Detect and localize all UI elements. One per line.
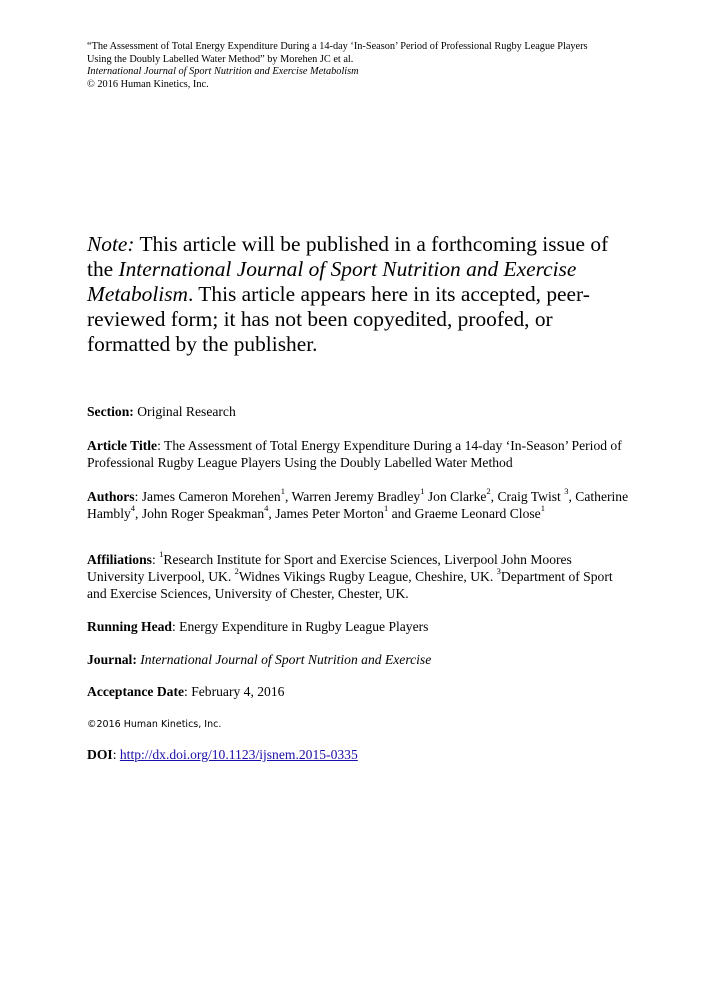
affiliations-label: Affiliations xyxy=(87,552,152,567)
author-3: Jon Clarke xyxy=(424,489,487,504)
article-title-field xyxy=(87,437,632,471)
doi-colon: : xyxy=(112,747,120,762)
citation-journal: International Journal of Sport Nutrition and Exercise Metabolism xyxy=(87,66,359,77)
author-1: : James Cameron Morehen xyxy=(134,489,281,504)
affiliations-field xyxy=(87,551,632,602)
affiliation-2: Widnes Vikings Rugby League, Cheshire, UK. xyxy=(238,569,497,584)
authors-field xyxy=(87,488,632,522)
author-6-sup: 4 xyxy=(264,503,269,514)
affiliation-3: Department of Sport and Exercise Sciences, University of Chester, Chester, UK. xyxy=(87,569,613,601)
author-2: , Warren Jeremy Bradley xyxy=(284,489,421,504)
section-label: Section: xyxy=(87,404,134,419)
author-3-sup: 2 xyxy=(486,486,491,497)
author-5: , Catherine Hambly xyxy=(87,489,629,521)
running-citation-header xyxy=(87,41,657,91)
doi-label: DOI xyxy=(87,747,113,762)
author-4: , Craig Twist xyxy=(490,489,565,504)
publication-note xyxy=(87,232,632,357)
note-journal: International Journal of Sport Nutrition and Exercise Metabolism xyxy=(87,257,577,306)
doi-field xyxy=(87,746,632,763)
section-value: Original Research xyxy=(133,404,236,419)
journal-label: Journal: xyxy=(87,652,137,667)
author-8-sup: 1 xyxy=(540,503,545,514)
doi-link[interactable]: http://dx.doi.org/10.1123/ijsnem.2015-0335 xyxy=(119,747,358,762)
author-6: , John Roger Speakman xyxy=(135,506,265,521)
acceptance-date-value: : February 4, 2016 xyxy=(184,684,285,699)
author-7: , James Peter Morton xyxy=(268,506,384,521)
affiliations-colon: : xyxy=(151,552,160,567)
affiliation-2-sup: 2 xyxy=(234,566,239,577)
running-head-value: : Energy Expenditure in Rugby League Players xyxy=(172,619,429,634)
authors-label: Authors xyxy=(87,489,135,504)
note-text-b: . This article appears here in its accepted, peer-reviewed form; it has not been copyedited, proofed, or formatted by the publisher. xyxy=(87,282,590,356)
note-text-a: This article will be published in a forthcoming issue of the xyxy=(87,232,609,281)
running-head-label: Running Head xyxy=(87,619,172,634)
author-4-sup: 3 xyxy=(564,486,569,497)
journal-field xyxy=(87,651,632,668)
article-title-value: : The Assessment of Total Energy Expenditure During a 14-day ‘In-Season’ Period of Professional Rugby League Players Using the Doubly Labelled Water Method xyxy=(87,438,622,470)
citation-line-1: “The Assessment of Total Energy Expenditure During a 14-day ‘In-Season’ Period of Professional Rugby League Players xyxy=(87,41,588,52)
author-7-sup: 1 xyxy=(383,503,389,514)
affiliation-1: Research Institute for Sport and Exercise Sciences, Liverpool John Moores University Liverpool, UK. xyxy=(87,552,572,584)
section-field xyxy=(87,403,632,420)
citation-copyright: © 2016 Human Kinetics, Inc. xyxy=(87,78,209,90)
citation-line-2: Using the Doubly Labelled Water Method” by Morehen JC et al. xyxy=(87,53,354,65)
acceptance-date-field xyxy=(87,683,632,700)
running-head-field xyxy=(87,618,632,635)
author-2-sup: 1 xyxy=(420,486,425,497)
author-1-sup: 1 xyxy=(280,486,285,497)
acceptance-date-label: Acceptance Date xyxy=(87,684,185,699)
author-5-sup: 4 xyxy=(130,503,136,514)
author-8: and Graeme Leonard Close xyxy=(388,506,541,521)
article-title-label: Article Title xyxy=(87,438,158,453)
copyright-notice: ©2016 Human Kinetics, Inc. xyxy=(87,719,222,730)
journal-value: International Journal of Sport Nutrition and Exercise xyxy=(140,652,432,667)
affiliation-1-sup: 1 xyxy=(159,549,164,560)
affiliation-3-sup: 3 xyxy=(496,566,501,577)
note-label: Note: xyxy=(87,232,135,256)
